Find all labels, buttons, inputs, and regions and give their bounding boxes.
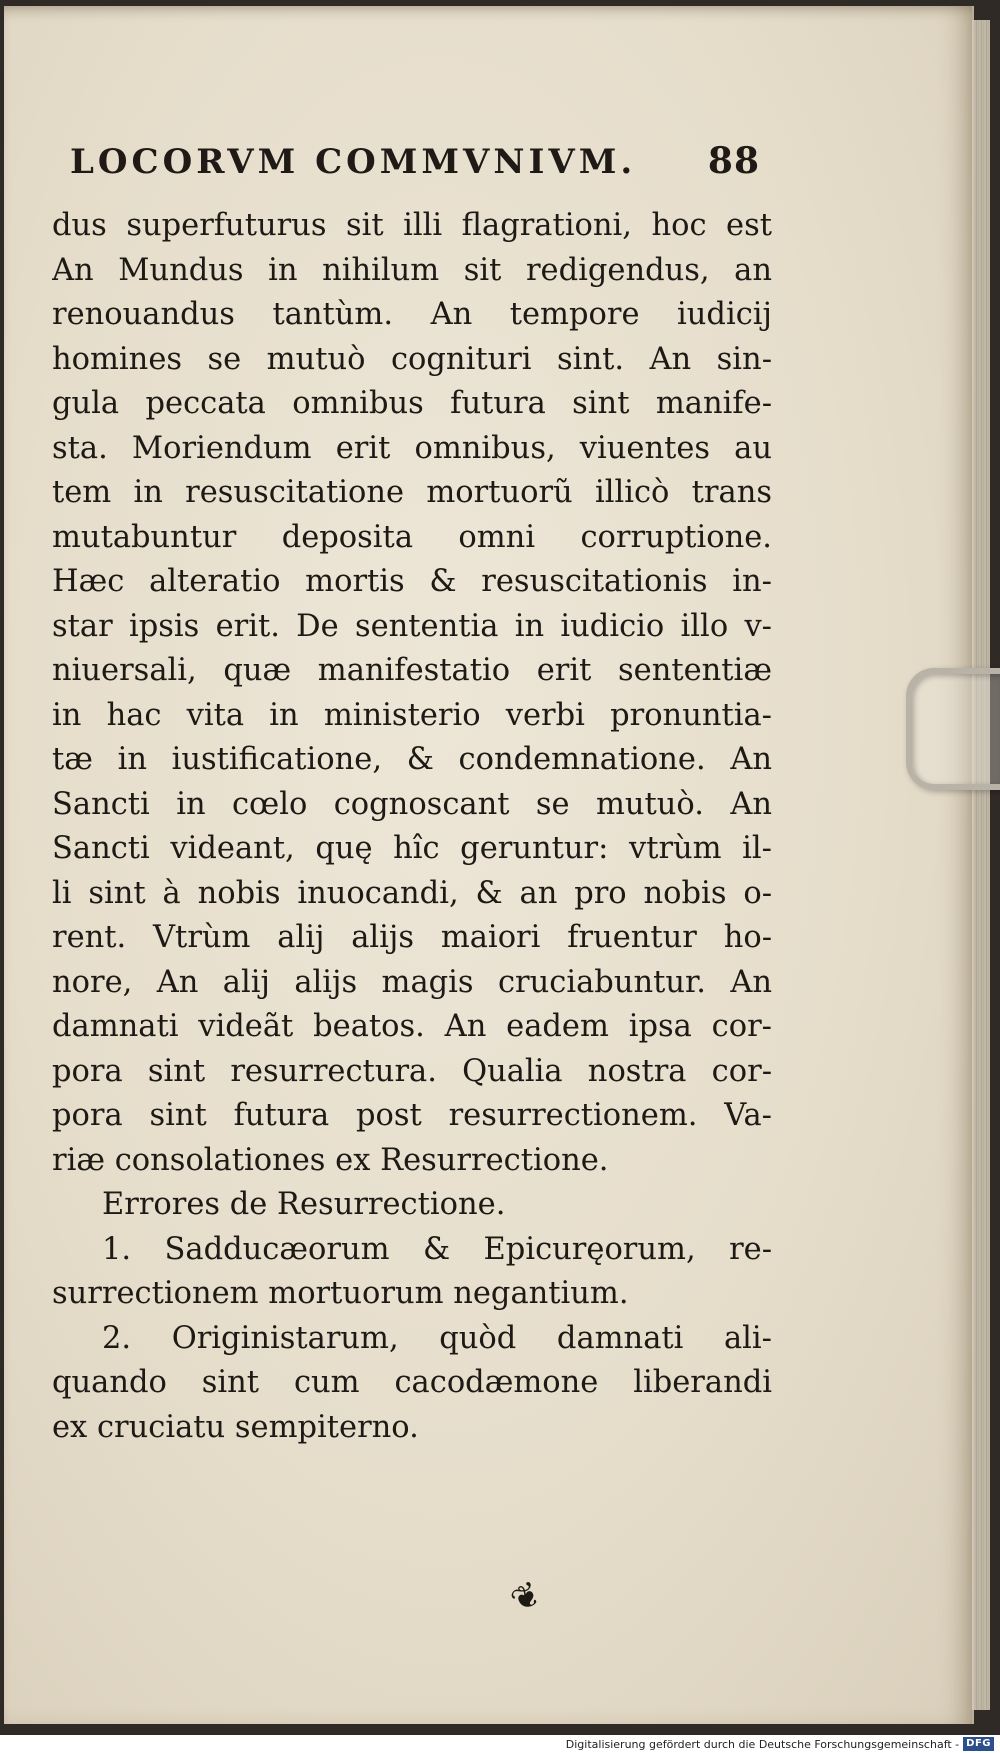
leaf-ornament-icon: ❦: [504, 1572, 549, 1622]
error-item-1: 1. Sadducæorum & Epicuręorum, re-: [102, 1231, 772, 1267]
text-line: gula peccata omnibus futura sint manife-: [52, 386, 772, 421]
text-line: damnati videãt beatos. An eadem ipsa cor-: [52, 1009, 772, 1044]
running-head: [70, 140, 760, 182]
text-line: li sint à nobis inuocandi, & an pro nobis o-: [52, 875, 772, 911]
text-line: sta. Moriendum erit omnibus, viuentes au: [52, 430, 772, 466]
footer-credit: Digitalisierung gefördert durch die Deutsche Forschungsgemeinschaft -: [565, 1737, 960, 1751]
digitization-footer: [0, 1735, 1000, 1753]
page-number: 88: [707, 140, 760, 182]
text-line: in hac vita in ministerio verbi pronuntia-: [52, 697, 772, 733]
dfg-logo: DFG: [963, 1737, 994, 1751]
text-line: tæ in iustificatione, & condemnatione. An: [52, 742, 772, 777]
text-line: renouandus tantùm. An tempore iudicij: [52, 297, 772, 332]
text-line: ex cruciatu sempiterno.: [52, 1409, 419, 1445]
text-line: homines se mutuò cognituri sint. An sin-: [52, 341, 772, 377]
text-line: pora sint futura post resurrectionem. Va-: [52, 1098, 772, 1133]
text-line: rent. Vtrùm alij alijs maiori fruentur ho-: [52, 920, 772, 955]
main-text: [52, 204, 772, 1450]
error-item-2: 2. Originistarum, quòd damnati ali-: [102, 1320, 772, 1356]
text-line: mutabuntur deposita omni corruptione.: [52, 519, 772, 555]
text-line: Sancti in cœlo cognoscant se mutuò. An: [52, 786, 772, 822]
text-line: dus superfuturus sit illi flagrationi, hoc est: [52, 208, 772, 243]
text-line: Sancti videant, quę hîc geruntur: vtrùm il-: [52, 831, 772, 866]
text-line: An Mundus in nihilum sit redigendus, an: [52, 252, 772, 288]
text-line: Hæc alteratio mortis & resuscitationis in-: [52, 564, 772, 599]
text-line: niuersali, quæ manifestatio erit sententiæ: [52, 653, 772, 688]
book-clasp: [906, 668, 1000, 790]
text-line: quando sint cum cacodæmone liberandi: [52, 1365, 772, 1400]
text-line: pora sint resurrectura. Qualia nostra cor-: [52, 1053, 772, 1089]
page-edges: [972, 20, 990, 1710]
text-line: tem in resuscitatione mortuorũ illicò trans: [52, 475, 772, 510]
text-line: nore, An alij alijs magis cruciabuntur. An: [52, 964, 772, 1000]
errores-heading: Errores de Resurrectione.: [102, 1187, 506, 1222]
text-line: surrectionem mortuorum negantium.: [52, 1276, 629, 1311]
running-title: LOCORVM COMMVNIVM.: [70, 142, 637, 182]
text-line: star ipsis erit. De sententia in iudicio illo v-: [52, 608, 772, 644]
text-line: riæ consolationes ex Resurrectione.: [52, 1142, 609, 1178]
